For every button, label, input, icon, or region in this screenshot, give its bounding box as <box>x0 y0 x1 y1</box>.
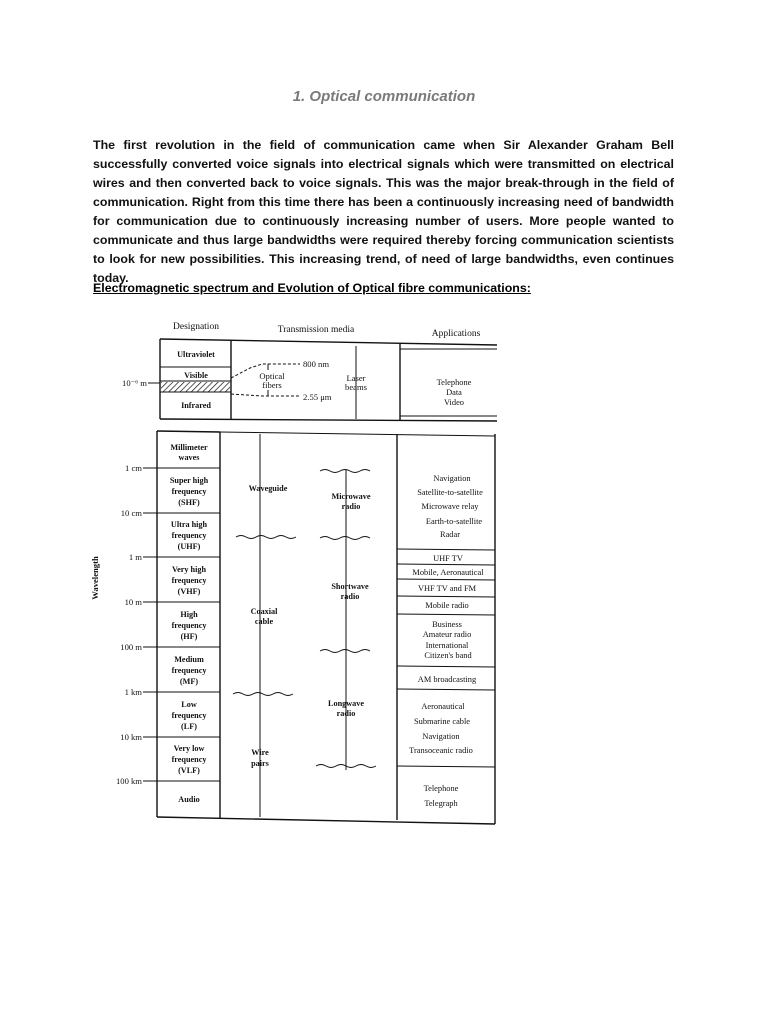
tick-1km: 1 km <box>124 687 142 697</box>
page-title: 1. Optical communication <box>292 88 476 105</box>
tick-10cm: 10 cm <box>120 508 142 518</box>
app-mobile-aeronautical: Mobile, Aeronautical <box>412 568 484 577</box>
band-vlf-3: (VLF) <box>178 766 200 775</box>
application-labels <box>409 474 484 808</box>
optical-wavelength-tick: 10⁻⁶ m <box>122 378 147 388</box>
tick-1cm: 1 cm <box>125 463 142 473</box>
app-international: International <box>425 641 469 650</box>
media-labels <box>249 484 371 768</box>
band-vhf: Very high <box>171 565 207 574</box>
band-uhf-3: (UHF) <box>177 542 201 551</box>
media-shortwave-2: radio <box>340 592 360 601</box>
optical-fibers-label-2: fibers <box>262 380 282 390</box>
laser-beams-label: Laser <box>346 373 366 383</box>
band-vhf-2: frequency <box>171 576 207 585</box>
media-coaxial-2: cable <box>254 617 274 626</box>
app-vhf-tv-fm: VHF TV and FM <box>417 584 477 593</box>
tick-10km: 10 km <box>120 732 142 742</box>
optical-app-telephone: Telephone <box>436 378 472 387</box>
band-uhf-2: frequency <box>171 531 207 540</box>
app-microwave-relay: Microwave relay <box>421 502 479 511</box>
y-axis-label: Wavelength <box>90 556 100 600</box>
band-lf: Low <box>181 700 197 709</box>
optical-app-video: Video <box>444 398 464 407</box>
media-longwave-2: radio <box>336 709 356 718</box>
media-wire: Wire <box>251 748 269 757</box>
band-uhf: Ultra high <box>170 520 208 529</box>
tick-100km: 100 km <box>115 776 142 786</box>
band-mf-3: (MF) <box>179 677 199 686</box>
optical-fibers-label: Optical <box>259 371 285 381</box>
band-shf-2: frequency <box>171 487 207 496</box>
media-shortwave: Shortwave <box>331 582 369 591</box>
app-aeronautical: Aeronautical <box>421 702 465 711</box>
app-navigation-2: Navigation <box>422 732 460 741</box>
band-lf-2: frequency <box>171 711 207 720</box>
app-am-broadcasting: AM broadcasting <box>417 675 477 684</box>
band-millimeter-2: waves <box>178 453 200 462</box>
app-sat-to-sat: Satellite-to-satellite <box>417 488 483 497</box>
intro-paragraph: The first revolution in the field of communication came when Sir Alexander Graham Bell successfully converted voice signals into electrical signals which were transmitted on electrical wires and then converted back to voice signals. This was the major break-through in the field of communication. Right from this time there has been a continuously increasing need of bandwidth for communication due to continuously increasing number of users. More people wanted to communicate and thus large bandwidths were required thereby forcing communication scientists to look for new possibilities. This increasing trend, of need of large bandwidths, even continues today. <box>93 138 674 285</box>
app-mobile-radio: Mobile radio <box>425 601 469 610</box>
tick-1m: 1 m <box>128 552 142 562</box>
media-waveguide: Waveguide <box>248 484 288 493</box>
app-navigation: Navigation <box>433 474 471 483</box>
header-applications: Applications <box>431 329 481 339</box>
label-2-55um: 2.55 μm <box>303 392 332 402</box>
band-visible: Visible <box>184 371 208 380</box>
header-designation: Designation <box>173 322 219 332</box>
app-business: Business <box>432 620 462 629</box>
tick-10m: 10 m <box>124 597 142 607</box>
band-mf-2: frequency <box>171 666 207 675</box>
media-wire-2: pairs <box>251 759 269 768</box>
label-800nm: 800 nm <box>303 359 330 369</box>
band-lf-3: (LF) <box>181 722 197 731</box>
band-vlf: Very low <box>173 744 205 753</box>
tick-100m: 100 m <box>120 642 142 652</box>
band-millimeter: Millimeter <box>170 443 208 452</box>
media-microwave: Microwave <box>331 492 371 501</box>
band-shf: Super high <box>169 476 209 485</box>
infrared-hatch <box>161 382 230 392</box>
media-microwave-2: radio <box>341 502 361 511</box>
band-cells <box>170 443 209 804</box>
band-hf-2: frequency <box>171 621 207 630</box>
app-telephone: Telephone <box>423 784 459 793</box>
app-amateur-radio: Amateur radio <box>422 630 472 639</box>
app-earth-to-sat: Earth-to-satellite <box>425 517 483 526</box>
header-transmission-media: Transmission media <box>277 325 355 335</box>
band-infrared: Infrared <box>181 401 211 410</box>
media-longwave: Longwave <box>328 699 364 708</box>
band-vhf-3: (VHF) <box>177 587 201 596</box>
app-transoceanic-radio: Transoceanic radio <box>409 746 473 755</box>
band-hf-3: (HF) <box>180 632 198 641</box>
app-submarine-cable: Submarine cable <box>413 717 471 726</box>
laser-beams-label-2: beams <box>345 382 367 392</box>
app-citizens-band: Citizen's band <box>424 651 472 660</box>
app-uhf-tv: UHF TV <box>433 554 463 563</box>
band-vlf-2: frequency <box>171 755 207 764</box>
band-shf-3: (SHF) <box>178 498 200 507</box>
app-radar: Radar <box>440 530 460 539</box>
band-audio: Audio <box>178 795 200 804</box>
band-ultraviolet: Ultraviolet <box>177 350 215 359</box>
section-heading: Electromagnetic spectrum and Evolution of Optical fibre communications: <box>93 281 531 295</box>
optical-app-data: Data <box>446 388 462 397</box>
band-mf: Medium <box>174 655 204 664</box>
media-coaxial: Coaxial <box>250 607 278 616</box>
band-hf: High <box>180 610 198 619</box>
app-telegraph: Telegraph <box>424 799 458 808</box>
